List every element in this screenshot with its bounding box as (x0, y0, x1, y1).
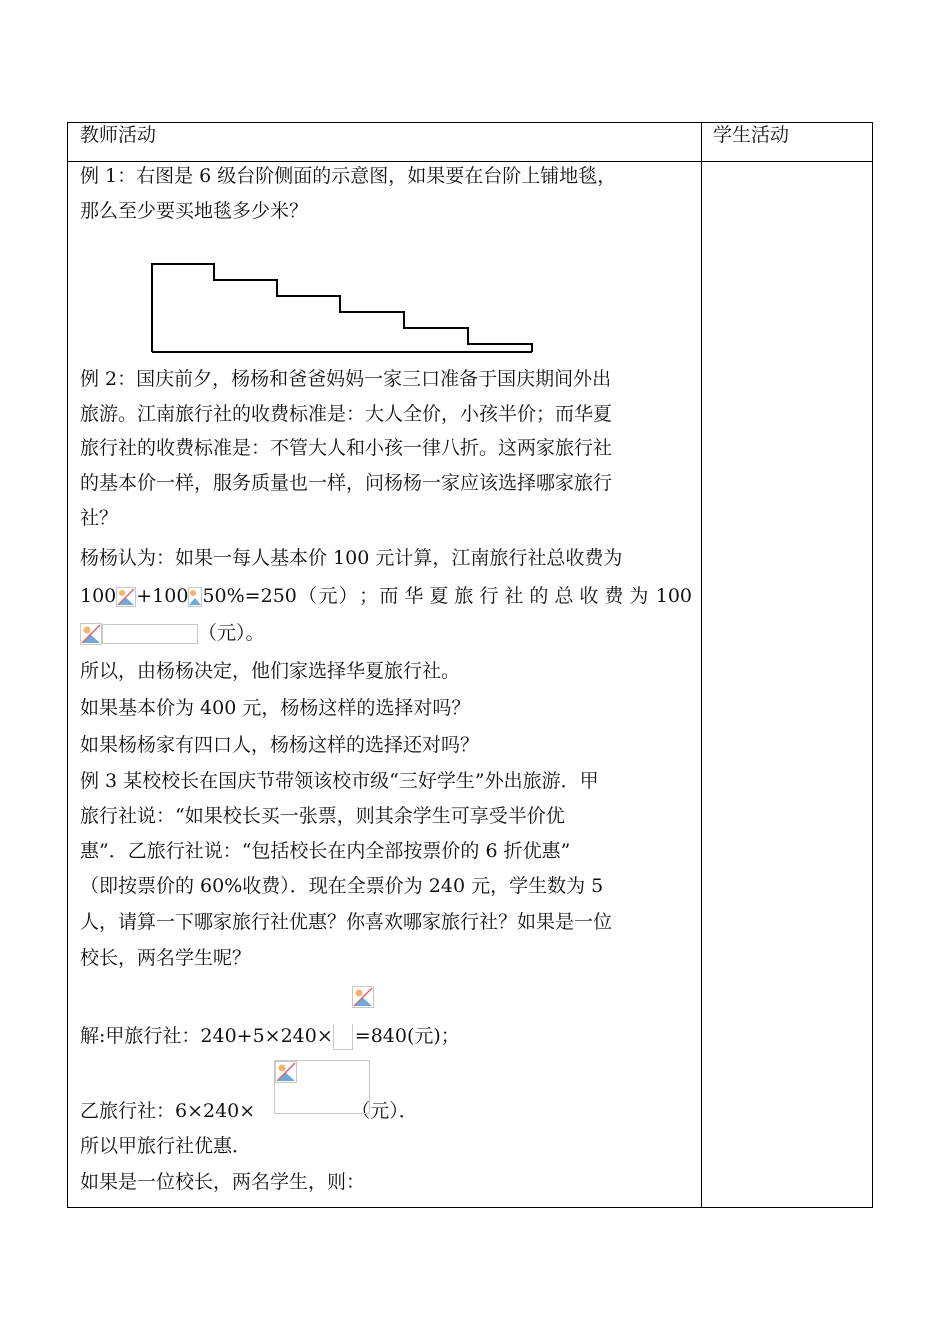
formula-placeholder (102, 624, 198, 644)
activity-table (67, 122, 873, 1208)
broken-image-icon (275, 1061, 297, 1083)
example1-line1: 例 1：右图是 6 级台阶侧面的示意图，如果要在台阶上铺地毯， (80, 165, 617, 187)
example2-line3: 旅行社的收费标准是：不管大人和小孩一律八折。这两家旅行社 (80, 437, 613, 459)
example3-line8: 如果是一位校长，两名学生，则： (80, 1171, 366, 1193)
example2-line2: 旅游。江南旅行社的收费标准是：大人全价，小孩半价；而华夏 (80, 403, 613, 425)
broken-image-icon (352, 986, 374, 1008)
example2-line1: 例 2：国庆前夕，杨杨和爸爸妈妈一家三口准备于国庆期间外出 (80, 368, 612, 390)
calc-text: 乙旅行社：6×240× (80, 1100, 256, 1122)
calc-text: 元 (318, 585, 338, 607)
example3-line5: 人，请算一下哪家旅行社优惠？你喜欢哪家旅行社？如果是一位 (80, 911, 613, 933)
example3-line1: 例 3 某校校长在国庆节带领该校市级“三好学生”外出旅游．甲 (80, 770, 599, 792)
calc-text: （元）。 (198, 622, 265, 644)
solution-line1 (80, 1023, 460, 1049)
example2-line7 (80, 583, 692, 609)
example3-line4: （即按票价的 60%收费）．现在全票价为 240 元，学生数为 5 (80, 875, 604, 897)
example3-line7: 所以甲旅行社优惠． (80, 1135, 252, 1157)
calc-text: （元）． (351, 1100, 418, 1122)
calc-text: +100 (136, 585, 189, 607)
broken-image-icon (188, 587, 202, 607)
calc-text: 50%=250 (202, 585, 297, 607)
example2-line6: 杨杨认为：如果一每人基本价 100 元计算，江南旅行社总收费为 (80, 547, 623, 569)
example2-line8 (80, 620, 265, 646)
calc-text: 100 (80, 585, 117, 607)
calc-text: 100 (655, 585, 692, 607)
teacher-activity-header: 教师活动 (80, 124, 157, 146)
calc-text: =840(元)； (354, 1025, 460, 1047)
calc-text: 解:甲旅行社：240+5×240× (80, 1025, 333, 1047)
example3-line3: 惠”．乙旅行社说：“包括校长在内全部按票价的 6 折优惠” (80, 840, 571, 862)
example2-line4: 的基本价一样，服务质量也一样，问杨杨一家应该选择哪家旅行 (80, 472, 613, 494)
calc-text: 而华夏旅行社的总收费为 (379, 585, 655, 607)
calc-text: ； (359, 585, 379, 607)
example2-line9: 所以，由杨杨决定，他们家选择华夏旅行社。 (80, 660, 461, 682)
broken-image-icon (116, 587, 136, 607)
formula-placeholder (274, 1060, 370, 1114)
calc-text: ） (338, 585, 358, 607)
fraction-placeholder (333, 1024, 355, 1050)
example2-line11: 如果杨杨家有四口人，杨杨这样的选择还对吗？ (80, 734, 480, 756)
column-divider (701, 123, 702, 1207)
example2-line10: 如果基本价为 400 元，杨杨这样的选择对吗？ (80, 697, 471, 719)
example2-line5: 社？ (80, 507, 119, 529)
example3-line6: 校长，两名学生呢？ (80, 947, 252, 969)
student-activity-header: 学生活动 (713, 124, 790, 146)
broken-image-icon (80, 623, 102, 645)
example3-line2: 旅行社说：“如果校长买一张票，则其余学生可享受半价优 (80, 805, 565, 827)
calc-text: （ (298, 585, 318, 607)
example1-line2: 那么至少要买地毯多少米？ (80, 200, 309, 222)
stairs-diagram (150, 258, 550, 358)
header-divider (68, 161, 872, 162)
